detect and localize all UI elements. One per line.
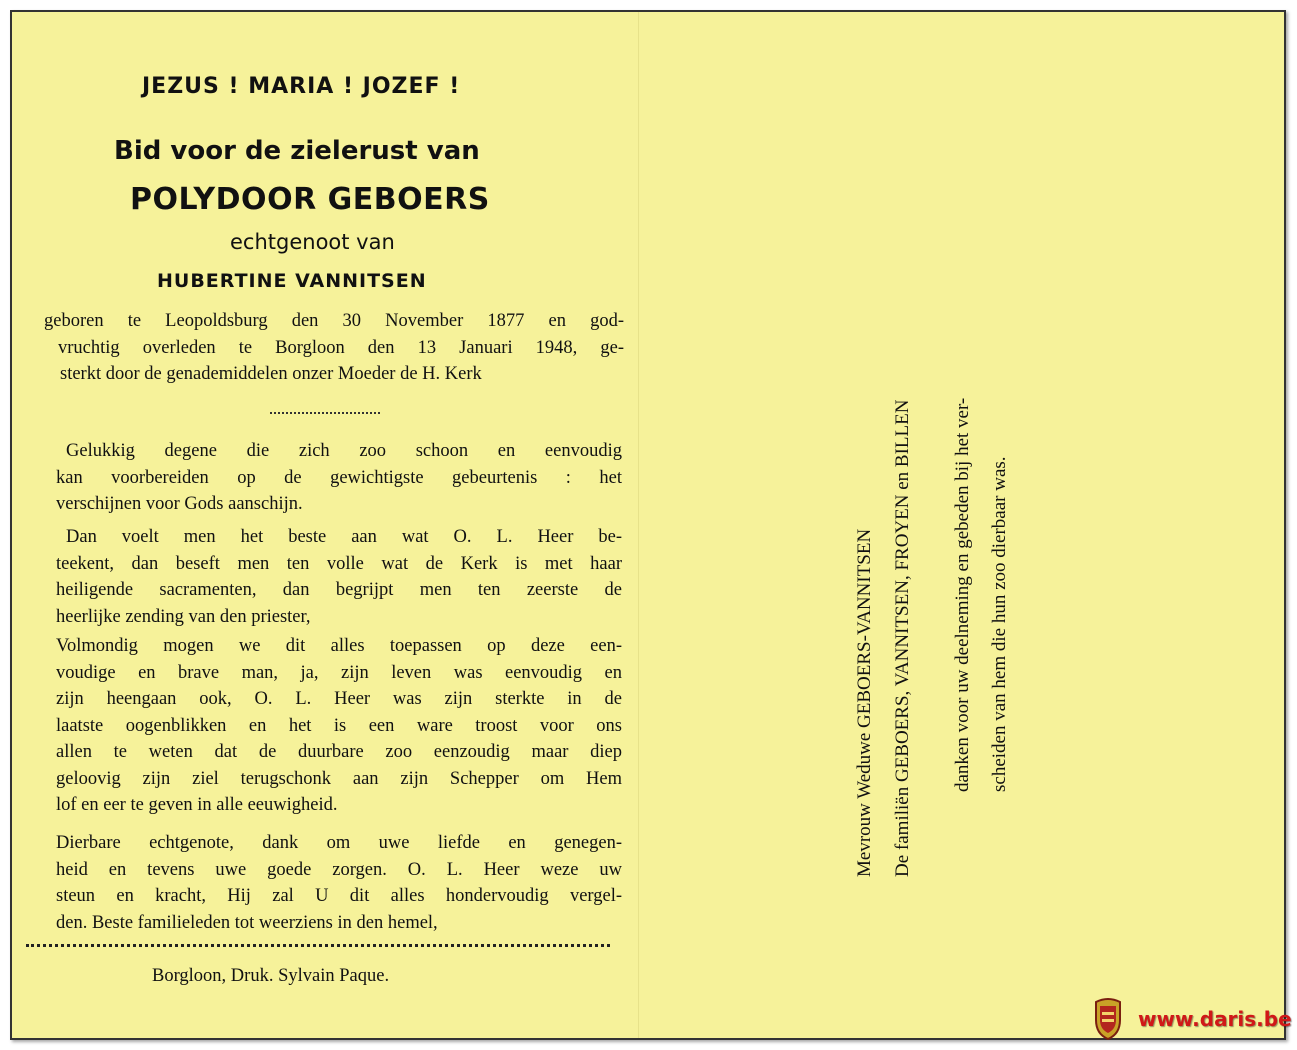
text-line: voudige en brave man, ja, zijn leven was eenvoudig en <box>56 662 622 683</box>
text-line: lof en eer te geven in alle eeuwigheid. <box>56 795 338 815</box>
text-line: Dan voelt men het beste aan wat O. L. Heer be- <box>66 527 622 547</box>
text-line: allen te weten dat de duurbare zoo eenzoudig maar diep <box>56 742 622 762</box>
text-line: Dierbare echtgenote, dank om uwe liefde en genegen- <box>56 833 622 853</box>
text-line: kan voorbereiden op de gewichtigste gebeurtenis : het <box>56 467 622 488</box>
widow-line: Mevrouw Weduwe GEBOERS-VANNITSEN <box>854 528 875 877</box>
paragraph <box>42 524 622 630</box>
text-line: sterkt door de genademiddelen onzer Moeder de H. Kerk <box>60 364 482 384</box>
spouse-name: HUBERTINE VANNITSEN <box>157 270 427 292</box>
text-line: den. Beste familieleden tot weerziens in den hemel, <box>56 912 438 933</box>
fold-line <box>638 12 639 1038</box>
text-line: vruchtig overleden te Borgloon den 13 Januari 1948, ge- <box>58 337 624 358</box>
memorial-card <box>10 10 1286 1040</box>
paragraph <box>42 830 622 936</box>
text-line: geboren te Leopoldsburg den 30 November 1877 en god- <box>44 311 624 331</box>
coat-of-arms-icon <box>1092 996 1124 1040</box>
thanks-line: scheiden van hem die hun zoo dierbaar was. <box>989 456 1010 792</box>
dotted-divider <box>26 944 610 947</box>
paragraph <box>42 633 622 819</box>
printer-credit: Borgloon, Druk. Sylvain Paque. <box>152 966 390 986</box>
text-line: heiligende sacramenten, dan begrijpt men ten zeerste de <box>56 580 622 600</box>
prayer-heading: Bid voor de zielerust van <box>114 136 480 166</box>
text-line: steun en kracht, Hij zal U dit alles hondervoudig vergel- <box>56 886 622 906</box>
text-line: Volmondig mogen we dit alles toepassen op deze een- <box>56 636 622 656</box>
text-line: teekent, dan beseft men ten volle wat de Kerk is met haar <box>56 553 622 574</box>
watermark: www.daris.be <box>1138 1007 1292 1031</box>
text-line: laatste oogenblikken en het is een ware troost voor ons <box>56 715 622 736</box>
relation-text: echtgenoot van <box>230 230 395 254</box>
deceased-name: POLYDOOR GEBOERS <box>130 182 490 217</box>
text-line: heerlijke zending van den priester, <box>56 606 311 627</box>
invocation: JEZUS ! MARIA ! JOZEF ! <box>142 74 461 99</box>
text-line: zijn heengaan ook, O. L. Heer was zijn sterkte in de <box>56 689 622 709</box>
thanks-line: danken voor uw deelneming en gebeden bij het ver- <box>952 397 973 792</box>
paragraph <box>42 438 622 518</box>
text-line: geloovig zijn ziel terugschonk aan zijn Schepper om Hem <box>56 768 622 789</box>
dotted-divider <box>270 412 380 414</box>
families-line: De familiën GEBOERS, VANNITSEN, FROYEN en BILLEN <box>892 399 913 877</box>
birth-death-text <box>44 308 624 388</box>
text-line: Gelukkig degene die zich zoo schoon en eenvoudig <box>66 441 622 461</box>
text-line: verschijnen voor Gods aanschijn. <box>56 494 303 514</box>
text-line: heid en tevens uwe goede zorgen. O. L. Heer weze uw <box>56 859 622 880</box>
